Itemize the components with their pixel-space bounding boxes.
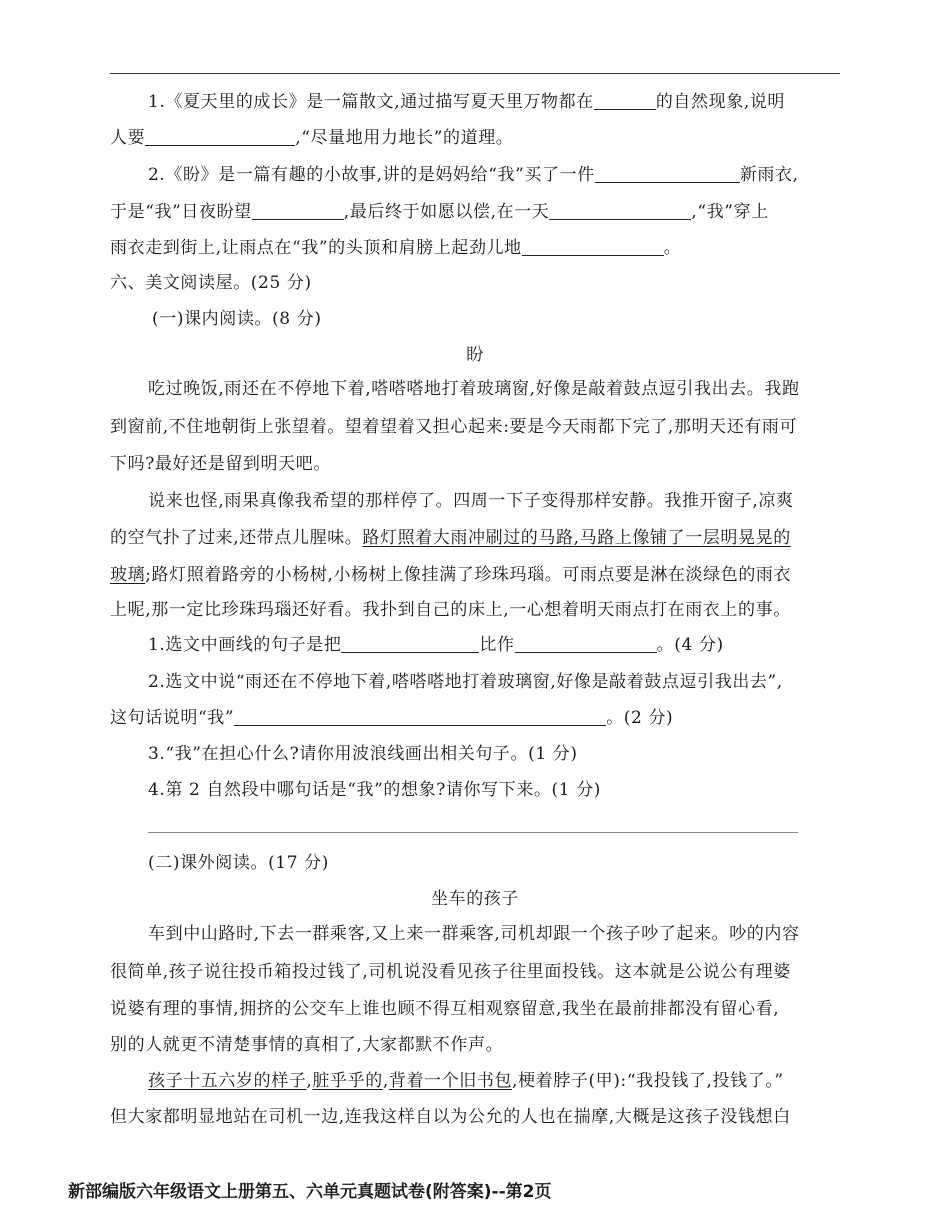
part2-heading: (二)课外阅读。(17 分) [148, 853, 329, 873]
part1-q2-line1: 2.选文中说“雨还在不停地下着,嗒嗒嗒地打着玻璃窗,好像是敲着鼓点逗引我出去”, [148, 672, 783, 692]
text: ,最后终于如愿以偿,在一天 [343, 202, 550, 222]
answer-blank[interactable] [549, 202, 691, 220]
passage1-p2-line2 [110, 528, 840, 548]
text: ;路灯照着路旁的小杨树,小杨树上像挂满了珍珠玛瑙。可雨点要是淋在淡绿色的雨衣 [145, 565, 792, 585]
passage1-p1-line2: 到窗前,不住地朝街上张望着。望着望着又担心起来:要是今天雨都下完了,那明天还有雨可 [110, 417, 798, 437]
underlined-phrase: 脏乎乎的 [312, 1071, 383, 1091]
passage2-p1-line4: 别的人就更不清楚事情的真相了,大家都默不作声。 [110, 1035, 504, 1055]
text: 。(2 分) [606, 708, 674, 728]
text: 1.《夏天里的成长》是一篇散文,通过描写夏天里万物都在 [148, 92, 594, 112]
answer-blank[interactable] [515, 635, 657, 653]
text: ,“我”穿上 [691, 202, 769, 222]
answer-blank[interactable] [341, 635, 479, 653]
section6-heading: 六、美文阅读屋。(25 分) [110, 273, 312, 293]
text: 。 [663, 238, 682, 258]
answer-blank[interactable] [252, 202, 344, 220]
text: , [306, 1071, 313, 1091]
text: , [382, 1071, 389, 1091]
passage2-p1-line1: 车到中山路时,下去一群乘客,又上来一群乘客,司机却跟一个孩子吵了起来。吵的内容 [148, 924, 800, 944]
text: 的自然现象,说明 [655, 92, 786, 112]
passage1-title: 盼 [466, 345, 484, 365]
part1-q1 [148, 635, 840, 655]
text: 2.《盼》是一篇有趣的小故事,讲的是妈妈给“我”买了一件 [148, 165, 595, 185]
text: 比作 [479, 635, 515, 655]
text: 。(4 分) [656, 635, 724, 655]
s5-q2-line3 [110, 238, 840, 258]
text: 的空气扑了过来,还带点儿腥味。 [110, 528, 363, 548]
underlined-phrase: 背着一个旧书包 [388, 1071, 513, 1091]
passage2-p1-line2: 很简单,孩子说往投币箱投过钱了,司机说没看见孩子往里面投钱。这本就是公说公有理婆 [110, 962, 791, 982]
text: 1.选文中画线的句子是把 [148, 635, 342, 655]
text: 于是“我”日夜盼望 [110, 202, 252, 222]
s5-q2-line2 [110, 202, 840, 222]
passage2-p2-line1 [148, 1071, 840, 1091]
passage1-p2-line4: 上呢,那一定比珍珠玛瑙还好看。我扑到自己的床上,一心想着明天雨点打在雨衣上的事。 [110, 600, 791, 620]
text: 新雨衣, [739, 165, 799, 185]
s5-q2-line1 [148, 165, 840, 185]
s5-q1-line1 [148, 92, 840, 112]
answer-blank[interactable] [594, 92, 656, 110]
answer-line[interactable] [148, 832, 798, 833]
passage1-p2-line1: 说来也怪,雨果真像我希望的那样停了。四周一下子变得那样安静。我推开窗子,凉爽 [148, 491, 794, 511]
answer-blank[interactable] [595, 165, 740, 183]
passage1-p2-line3 [110, 565, 840, 585]
answer-blank[interactable] [522, 238, 664, 256]
passage2-title: 坐车的孩子 [431, 889, 519, 909]
underlined-sentence: 玻璃 [110, 565, 146, 585]
part1-q2-line2 [110, 708, 840, 728]
underlined-sentence: 路灯照着大雨冲刷过的马路,马路上像铺了一层明晃晃的 [362, 528, 791, 548]
page-footer: 新部编版六年级语文上册第五、六单元真题试卷(附答案)--第2页 [68, 1182, 552, 1202]
text: 雨衣走到街上,让雨点在“我”的头顶和肩膀上起劲儿地 [110, 238, 522, 258]
part1-q4: 4.第 2 自然段中哪句话是“我”的想象?请你写下来。(1 分) [148, 780, 602, 800]
s5-q1-line2 [110, 128, 840, 148]
passage2-p1-line3: 说婆有理的事情,拥挤的公交车上谁也顾不得互相观察留意,我坐在最前排都没有留心看, [110, 999, 780, 1019]
answer-blank[interactable] [234, 708, 606, 726]
passage2-p2-line2: 但大家都明显地站在司机一边,连我这样自以为公允的人也在揣摩,大概是这孩子没钱想白 [110, 1107, 791, 1127]
answer-blank[interactable] [145, 128, 295, 146]
part1-heading: (一)课内阅读。(8 分) [152, 309, 322, 329]
underlined-phrase: 孩子十五六岁的样子 [148, 1071, 307, 1091]
part1-q3: 3.“我”在担心什么?请你用波浪线画出相关句子。(1 分) [148, 744, 578, 764]
passage1-p1-line1: 吃过晚饭,雨还在不停地下着,嗒嗒嗒地打着玻璃窗,好像是敲着鼓点逗引我出去。我跑 [148, 379, 800, 399]
text: 人要 [110, 128, 146, 148]
text: 这句话说明“我” [110, 708, 235, 728]
text: ,梗着脖子(甲):“我投钱了,投钱了。” [512, 1071, 784, 1091]
passage1-p1-line3: 下吗?最好还是留到明天吧。 [110, 454, 331, 474]
top-rule [110, 73, 840, 74]
text: ,“尽量地用力地长”的道理。 [295, 128, 514, 148]
